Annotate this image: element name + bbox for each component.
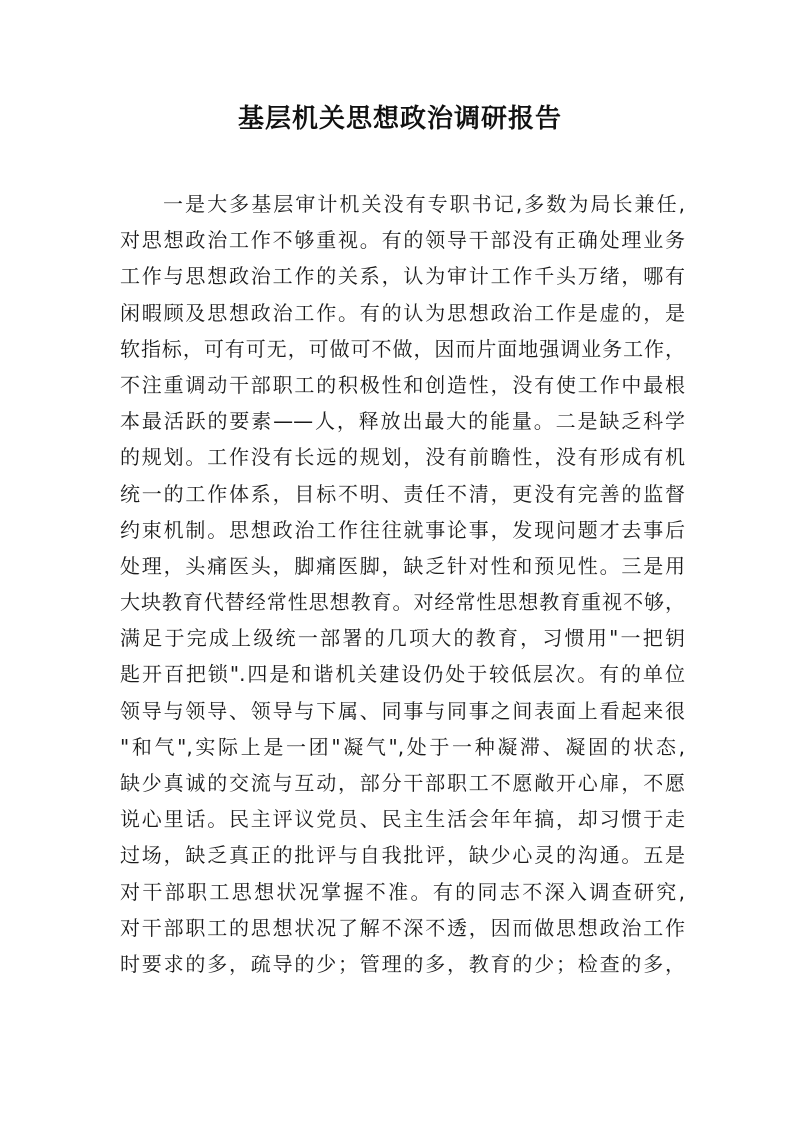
body-line: 处理，头痛医头，脚痛医脚，缺乏针对性和预见性。三是用: [120, 553, 685, 578]
body-line: 本最活跃的要素——人，释放出最大的能量。二是缺乏科学: [120, 409, 685, 434]
document-title: 基层机关思想政治调研报告: [237, 104, 562, 134]
body-line: 对干部职工的思想状况了解不深不透，因而做思想政治工作: [120, 915, 685, 940]
body-line: 一是大多基层审计机关没有专职书记,多数为局长兼任,: [163, 192, 685, 216]
body-line: 软指标，可有可无，可做可不做，因而片面地强调业务工作，: [120, 336, 685, 361]
document-body: [120, 186, 685, 982]
body-line: 对思想政治工作不够重视。有的领导干部没有正确处理业务: [120, 228, 685, 253]
body-line: 大块教育代替经常性思想教育。对经常性思想教育重视不够，: [120, 590, 685, 615]
body-line: 时要求的多，疏导的少；管理的多，教育的少；检查的多，: [120, 951, 685, 976]
body-line: 过场，缺乏真正的批评与自我批评，缺少心灵的沟通。五是: [120, 843, 685, 868]
body-line: 工作与思想政治工作的关系，认为审计工作千头万绪，哪有: [120, 264, 685, 289]
body-line: 缺少真诚的交流与互动，部分干部职工不愿敞开心扉，不愿: [120, 771, 685, 795]
body-line: 不注重调动干部职工的积极性和创造性，没有使工作中最根: [120, 372, 685, 397]
body-line: 统一的工作体系，目标不明、责任不清，更没有完善的监督: [120, 481, 685, 506]
body-line: 约束机制。思想政治工作往往就事论事，发现问题才去事后: [120, 517, 685, 542]
body-line: "和气",实际上是一团"凝气",处于一种凝滞、凝固的状态,: [120, 734, 685, 759]
body-line: 领导与领导、领导与下属、同事与同事之间表面上看起来很: [120, 698, 685, 723]
body-line: 闲暇顾及思想政治工作。有的认为思想政治工作是虚的，是: [120, 300, 685, 325]
body-line: 匙开百把锁".四是和谐机关建设仍处于较低层次。有的单位: [120, 662, 685, 687]
body-line: 满足于完成上级统一部署的几项大的教育，习惯用"一把钥: [120, 626, 685, 651]
body-line: 对干部职工思想状况掌握不准。有的同志不深入调查研究,: [120, 879, 685, 904]
body-line: 说心里话。民主评议党员、民主生活会年年搞，却习惯于走: [120, 807, 685, 832]
body-line: 的规划。工作没有长远的规划，没有前瞻性，没有形成有机: [120, 445, 685, 470]
